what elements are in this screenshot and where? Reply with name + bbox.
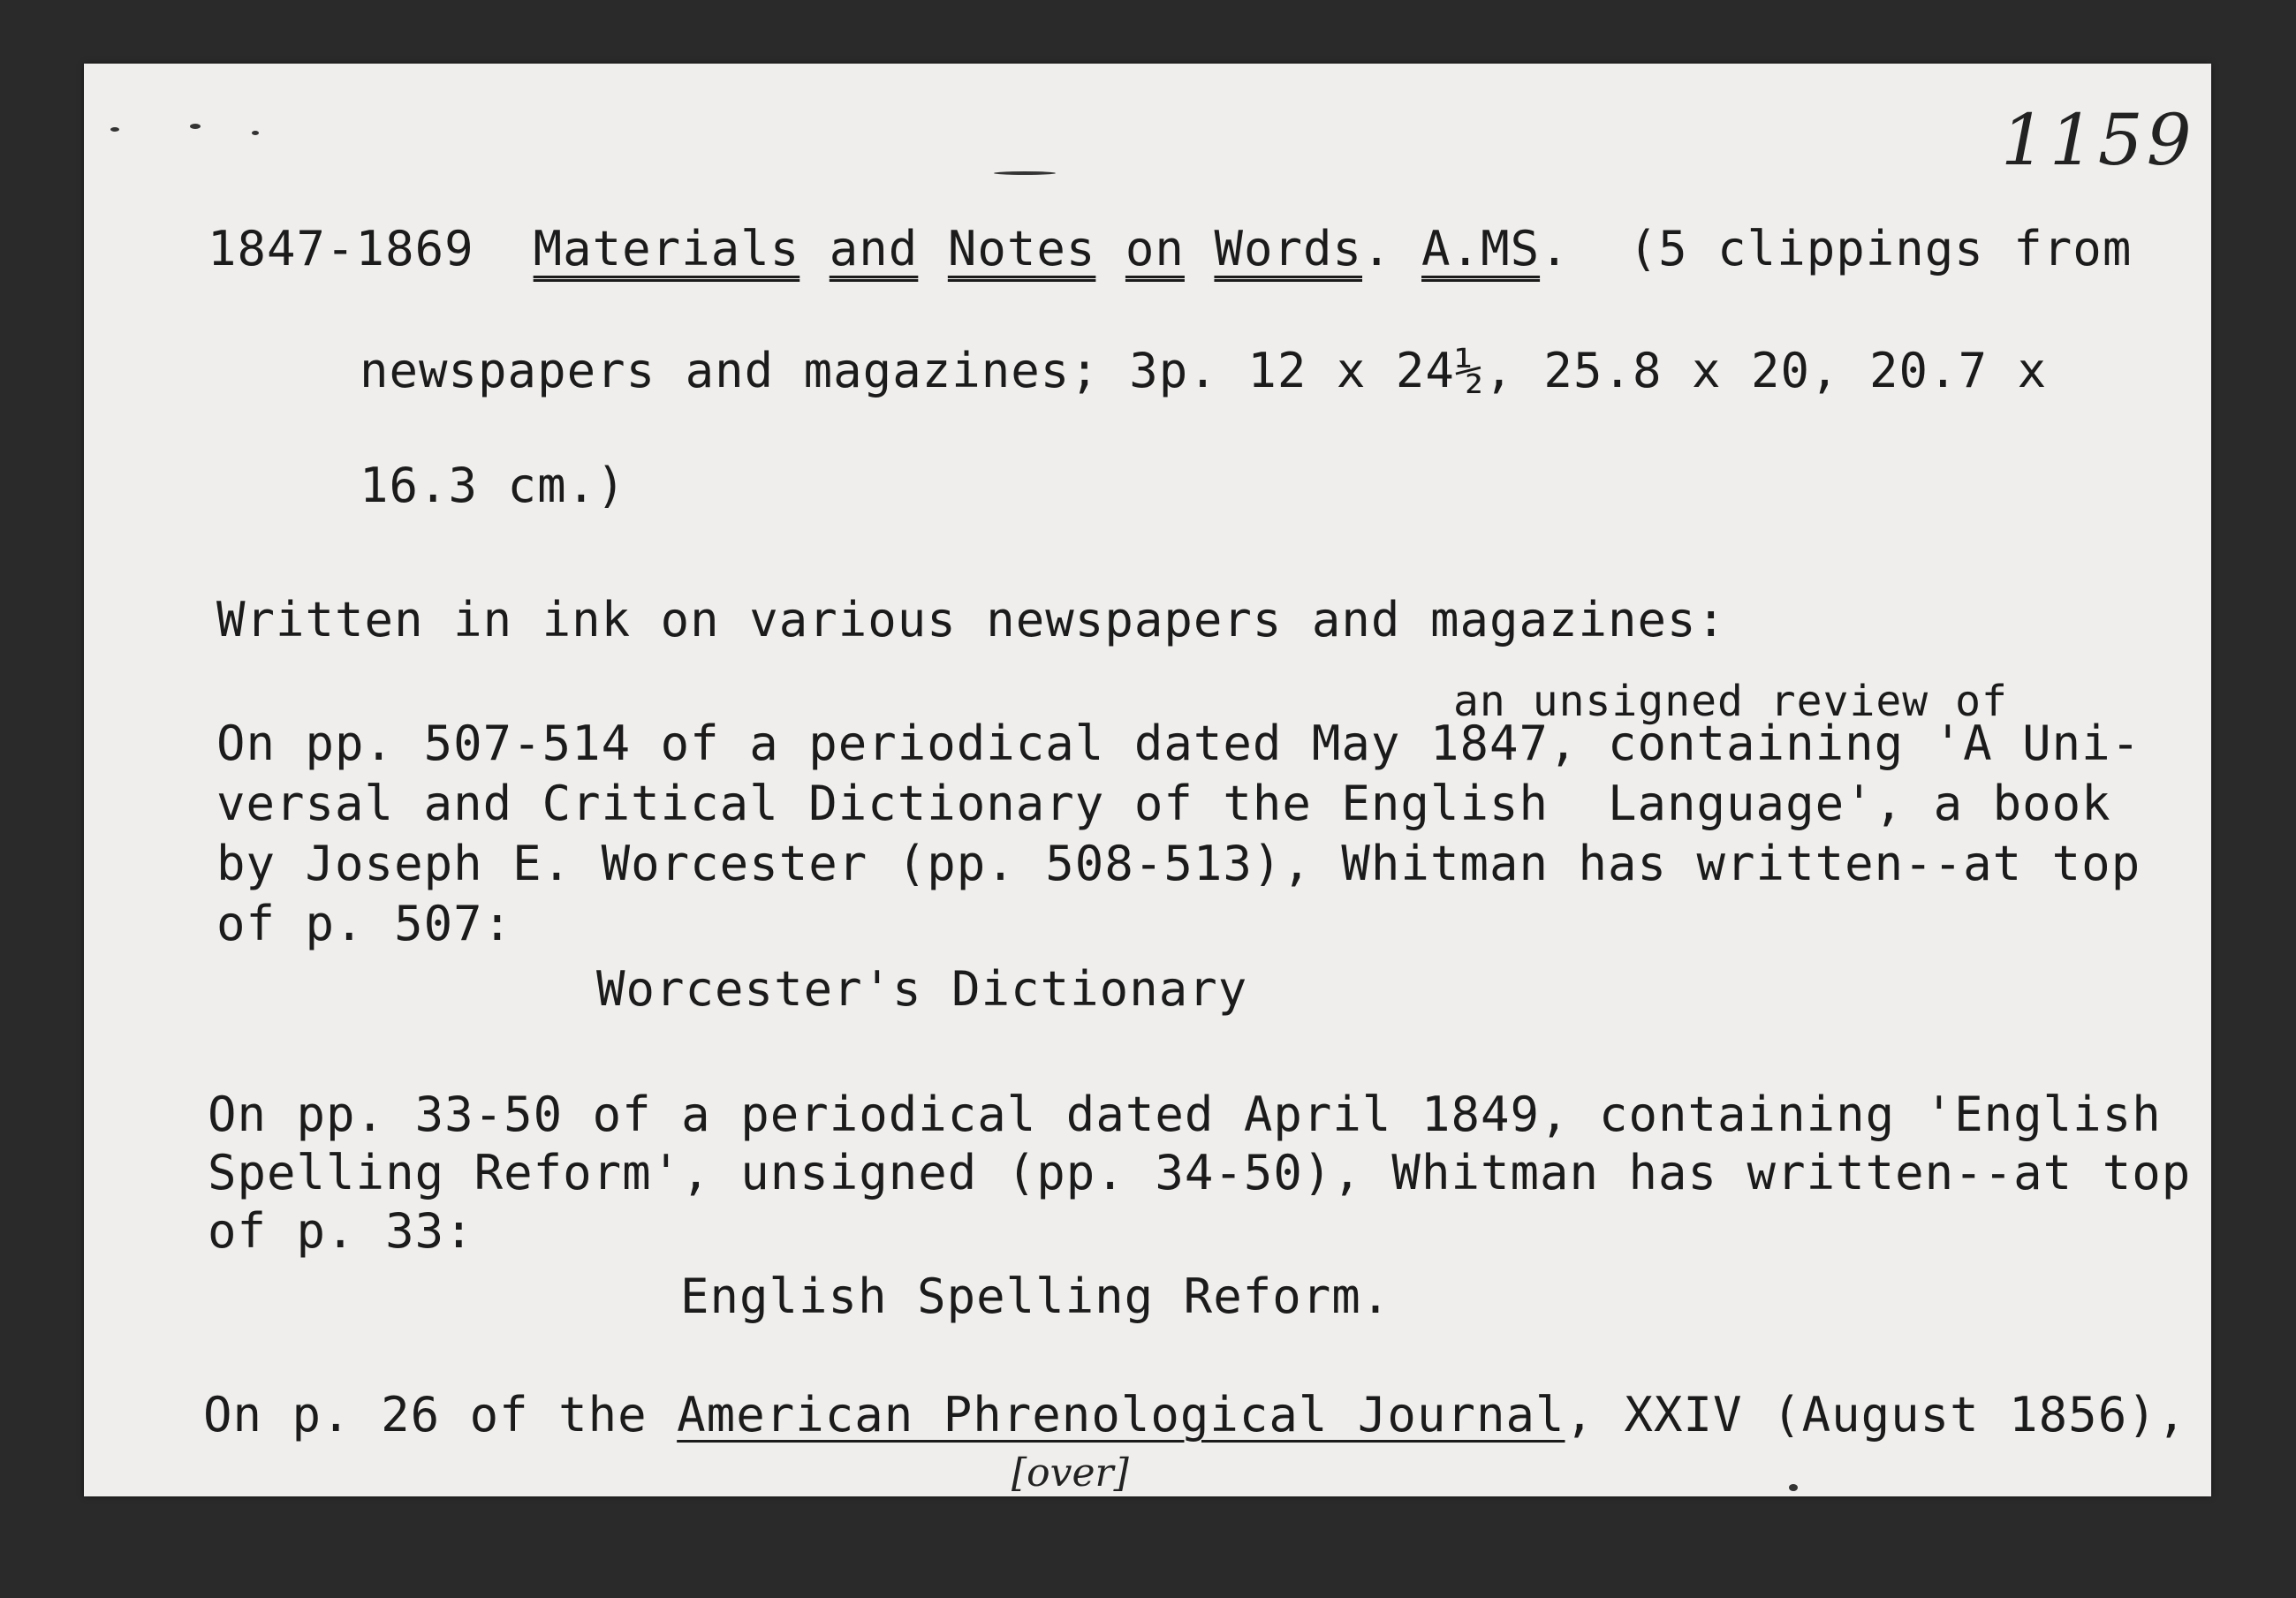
over-note: [over] [1012, 1450, 1129, 1496]
entry1-line-2: versal and Critical Dictionary of the English Language', a book [216, 776, 2111, 831]
entry1-line-4: of p. 507: [216, 896, 513, 951]
entry2-line-1: On pp. 33-50 of a periodical dated April 1849, containing 'English [208, 1087, 2162, 1142]
catalog-card [84, 64, 2211, 1496]
title-word-5: Words [1214, 221, 1363, 276]
entry1-quote: Worcester's Dictionary [596, 961, 1248, 1017]
ink-speck [252, 131, 259, 135]
header-line-3: 16.3 cm.) [360, 458, 626, 513]
entry3-line-1 [203, 1389, 2186, 1442]
type-period: . [1540, 221, 1570, 276]
ink-speck [994, 171, 1056, 175]
handwritten-insertion: an unsigned review of [1453, 677, 2008, 726]
ink-speck [110, 127, 119, 132]
header-line-2: newspapers and magazines; 3p. 12 x 24½, 25.8 x 20, 20.7 x [360, 343, 2048, 398]
manuscript-type: A.MS [1421, 221, 1541, 276]
description-start: (5 clippings from [1628, 221, 2133, 276]
entry3-prefix: On p. 26 of the [203, 1387, 678, 1443]
date-range: 1847-1869 [208, 221, 474, 276]
title-word-1: Materials [533, 221, 800, 276]
title-word-2: and [829, 221, 919, 276]
title-word-3: Notes [947, 221, 1096, 276]
title-period: . [1362, 221, 1392, 276]
entry2-quote: English Spelling Reform. [680, 1269, 1391, 1324]
header-line-1 [208, 223, 2132, 276]
ink-speck [190, 124, 201, 129]
card-number: 1159 [2001, 99, 2195, 181]
entry1-line-1: On pp. 507-514 of a periodical dated May 1847, containing 'A Uni- [216, 716, 2141, 771]
entry2-line-3: of p. 33: [208, 1203, 474, 1259]
journal-title: American Phrenological Journal [677, 1387, 1565, 1443]
title-word-4: on [1125, 221, 1185, 276]
entry2-line-2: Spelling Reform', unsigned (pp. 34-50), Whitman has written--at top [208, 1145, 2192, 1200]
entry3-suffix: , XXIV (August 1856), [1565, 1387, 2187, 1443]
entry1-line-3: by Joseph E. Worcester (pp. 508-513), Whitman has written--at top [216, 836, 2141, 891]
intro-line: Written in ink on various newspapers and magazines: [216, 592, 1727, 648]
ink-speck [1789, 1484, 1798, 1491]
